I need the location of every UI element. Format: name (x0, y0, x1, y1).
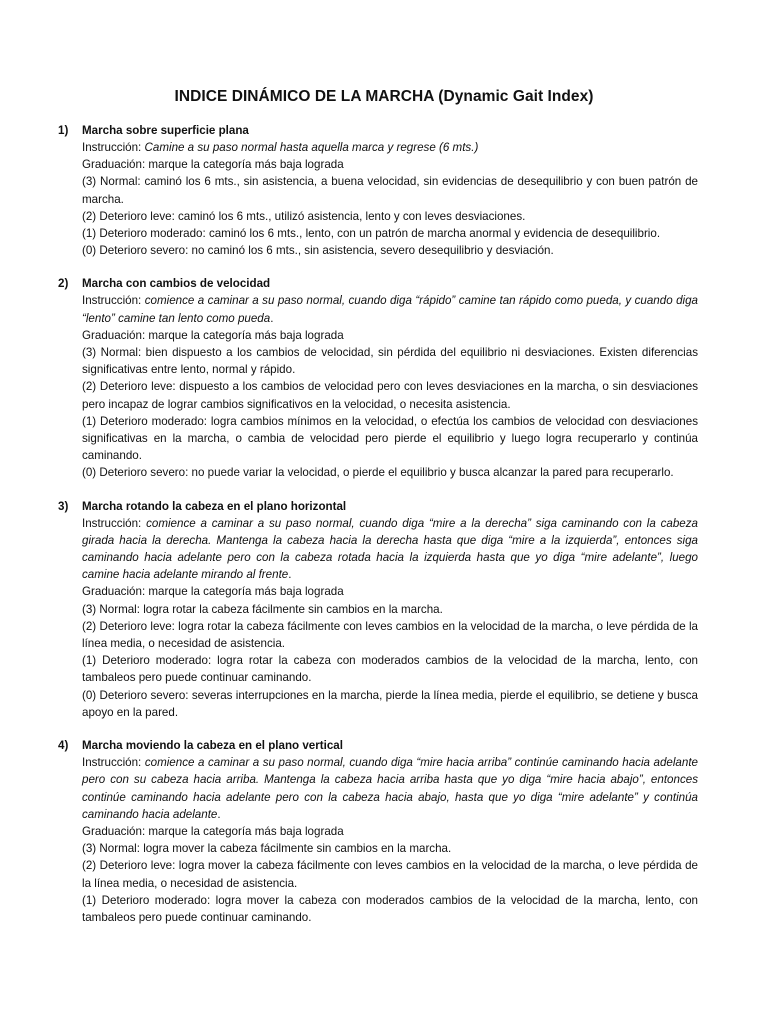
instruction-label: Instrucción: (82, 294, 145, 308)
gait-item-body (58, 515, 698, 721)
instruction-line (82, 754, 698, 823)
score-level: (2) Deterioro leve: dispuesto a los cambios de velocidad pero con leves desviaciones en la marcha, o sin desviaciones pero incapaz de lograr cambios significativos en la velocidad, o necesita asistencia. (82, 380, 698, 411)
gait-item-number: 2) (58, 277, 69, 291)
score-level: (1) Deterioro moderado: logra mover la cabeza con moderados cambios de la velocidad de la marcha, lento, con tambaleos pero puede continuar caminando. (82, 893, 698, 924)
score-level: (1) Deterioro moderado: logra cambios mínimos en la velocidad, o efectúa los cambios de velocidad con desviaciones significativas en la marcha, o cambia de velocidad pero pierde el equilibrio y luego logra recuperarlo y continúa caminando. (82, 414, 698, 463)
gait-item-body (58, 292, 698, 481)
gait-item-heading: Marcha rotando la cabeza en el plano horizontal (82, 499, 347, 513)
score-level: (2) Deterioro leve: logra mover la cabeza fácilmente con leves cambios en la velocidad de la marcha, o leve pérdida de la línea media, o necesidad de asistencia. (82, 859, 698, 890)
score-level: (3) Normal: logra rotar la cabeza fácilmente sin cambios en la marcha. (82, 602, 443, 616)
score-level: (2) Deterioro leve: caminó los 6 mts., utilizó asistencia, lento y con leves desviaciones. (82, 209, 526, 223)
instruction-tail: . (288, 568, 292, 582)
gait-item (58, 737, 698, 926)
gait-item-heading: Marcha con cambios de velocidad (82, 277, 271, 291)
score-level: (3) Normal: caminó los 6 mts., sin asistencia, a buena velocidad, sin evidencias de desequilibrio y con buen patrón de marcha. (82, 175, 698, 206)
instruction-line (82, 292, 698, 326)
gait-item-header (58, 275, 698, 292)
instruction-text: Camine a su paso normal hasta aquella marca y regrese (6 mts.) (144, 141, 479, 154)
gait-item-body (58, 139, 698, 259)
instruction-text: comience a caminar a su paso normal, cuando diga “mire hacia arriba” continúe caminando hacia adelante pero con su cabeza hacia arriba. Mantenga la cabeza hacia arriba hasta que yo diga “mire hacia abajo”, entonces continúe caminando hacia adelante pero con la cabeza hacia abajo, hasta que yo diga “mire adelante” y continúa caminando hacia adelante (82, 756, 698, 821)
gait-item-number: 4) (58, 739, 69, 753)
score-level: (0) Deterioro severo: no caminó los 6 mts., sin asistencia, severo desequilibrio y desviación. (82, 244, 554, 258)
gait-item-header (58, 498, 698, 515)
score-level: (1) Deterioro moderado: logra rotar la cabeza con moderados cambios de la velocidad de la marcha, lento, con tambaleos pero puede continuar caminando. (82, 654, 698, 685)
gait-item-number: 1) (58, 124, 69, 137)
score-level: (0) Deterioro severo: no puede variar la velocidad, o pierde el equilibrio y busca alcanzar la pared para recuperarlo. (82, 466, 674, 480)
grading-line: Graduación: marque la categoría más baja lograda (82, 158, 344, 172)
score-level: (1) Deterioro moderado: caminó los 6 mts., lento, con un patrón de marcha anormal y evidencia de desequilibrio. (82, 227, 661, 241)
grading-line: Graduación: marque la categoría más baja lograda (82, 328, 344, 342)
sections-container (58, 122, 698, 942)
gait-item-body (58, 754, 698, 926)
instruction-line (82, 139, 698, 156)
instruction-text: comience a caminar a su paso normal, cuando diga “rápido” camine tan rápido como pueda, y cuando diga “lento” camine tan lento como pueda (82, 294, 698, 325)
score-level: (0) Deterioro severo: severas interrupciones en la marcha, pierde la línea media, pierde el equilibrio, se detiene y busca apoyo en la pared. (82, 688, 698, 719)
instruction-tail: . (217, 807, 221, 821)
instruction-label: Instrucción: (82, 756, 145, 770)
gait-item-heading: Marcha sobre superficie plana (82, 124, 249, 137)
page-title: INDICE DINÁMICO DE LA MARCHA (Dynamic Gait Index) (174, 88, 594, 105)
instruction-line (82, 515, 698, 584)
grading-line: Graduación: marque la categoría más baja lograda (82, 585, 344, 599)
gait-item (58, 498, 698, 721)
gait-item-heading: Marcha moviendo la cabeza en el plano vertical (82, 739, 343, 753)
gait-item-number: 3) (58, 499, 69, 513)
gait-item-header (58, 122, 698, 139)
gait-item-header (58, 737, 698, 754)
instruction-text: comience a caminar a su paso normal, cuando diga “mire a la derecha” siga caminando con la cabeza girada hacia la derecha. Mantenga la cabeza hacia la derecha hasta que diga “mire a la izquierda”, entonces siga caminando hacia adelante pero con la cabeza rotada hacia la izquierda hasta que yo diga “mire adelante”, luego camine hacia adelante mirando al frente (82, 516, 698, 582)
score-level: (2) Deterioro leve: logra rotar la cabeza fácilmente con leves cambios en la velocidad de la marcha, o leve pérdida de la línea media, o necesidad de asistencia. (82, 619, 698, 651)
gait-item (58, 122, 698, 259)
score-level: (3) Normal: bien dispuesto a los cambios de velocidad, sin pérdida del equilibrio ni desviaciones. Existen diferencias significativas entre lento, normal y rápido. (82, 346, 698, 377)
gait-item (58, 275, 698, 481)
instruction-tail: . (270, 311, 274, 325)
instruction-label: Instrucción: (82, 516, 147, 530)
grading-line: Graduación: marque la categoría más baja lograda (82, 824, 344, 838)
instruction-label: Instrucción: (82, 141, 145, 154)
score-level: (3) Normal: logra mover la cabeza fácilmente sin cambios en la marcha. (82, 842, 452, 856)
